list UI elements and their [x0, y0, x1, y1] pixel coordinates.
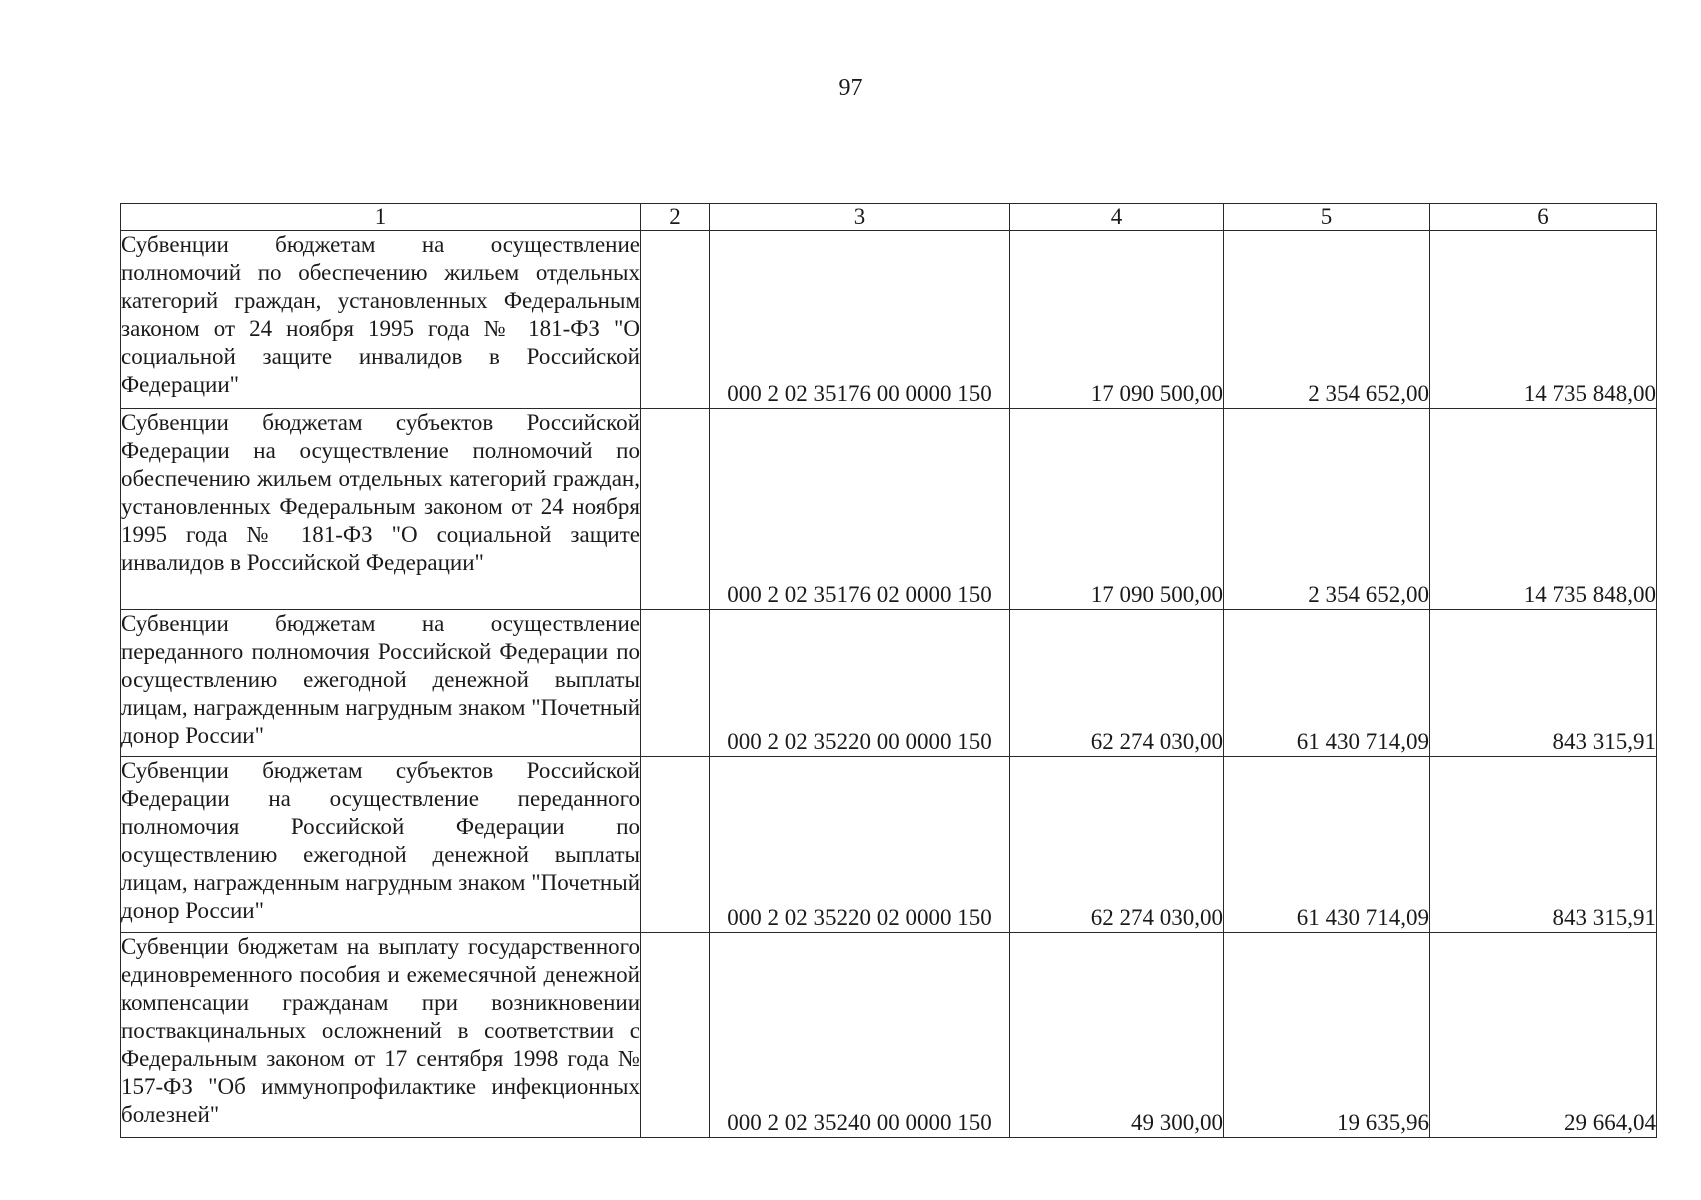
column-header-6: 6 — [1430, 204, 1657, 231]
row-col5-amount: 2 354 652,00 — [1224, 409, 1430, 610]
row-description: Субвенции бюджетам на осуществление переданного полномочия Российской Федерации по осуществлению ежегодной денежной выплаты лицам, награжденным нагрудным знаком "Почетный донор России" — [121, 610, 641, 757]
row-classification-code: 000 2 02 35240 00 0000 150 — [710, 933, 1010, 1138]
row-col4-amount: 49 300,00 — [1010, 933, 1224, 1138]
row-col2 — [641, 933, 710, 1138]
row-classification-code: 000 2 02 35176 00 0000 150 — [710, 231, 1010, 409]
table-row — [121, 933, 1657, 1138]
row-description: Субвенции бюджетам субъектов Российской Федерации на осуществление переданного полномочия Российской Федерации по осуществлению ежегодной денежной выплаты лицам, награжденным нагрудным знаком "Почетный донор России" — [121, 757, 641, 933]
row-col6-amount: 14 735 848,00 — [1430, 409, 1657, 610]
row-col4-amount: 17 090 500,00 — [1010, 409, 1224, 610]
row-col4-amount: 17 090 500,00 — [1010, 231, 1224, 409]
row-classification-code: 000 2 02 35176 02 0000 150 — [710, 409, 1010, 610]
row-description: Субвенции бюджетам субъектов Российской Федерации на осуществление полномочий по обеспечению жильем отдельных категорий граждан, установленных Федеральным законом от 24 ноября 1995 года № 181-ФЗ "О социальной защите инвалидов в Российской Федерации" — [121, 409, 641, 610]
budget-table — [120, 203, 1657, 1138]
table-row — [121, 231, 1657, 409]
row-col2 — [641, 231, 710, 409]
column-header-4: 4 — [1010, 204, 1224, 231]
row-col5-amount: 61 430 714,09 — [1224, 757, 1430, 933]
row-classification-code: 000 2 02 35220 02 0000 150 — [710, 757, 1010, 933]
row-col6-amount: 14 735 848,00 — [1430, 231, 1657, 409]
column-header-3: 3 — [710, 204, 1010, 231]
row-col4-amount: 62 274 030,00 — [1010, 757, 1224, 933]
row-col4-amount: 62 274 030,00 — [1010, 610, 1224, 757]
row-col2 — [641, 409, 710, 610]
table-row — [121, 757, 1657, 933]
table-row — [121, 610, 1657, 757]
row-description: Субвенции бюджетам на осуществление полномочий по обеспечению жильем отдельных категорий граждан, установленных Федеральным законом от 24 ноября 1995 года № 181-ФЗ "О социальной защите инвалидов в Российской Федерации" — [121, 231, 641, 409]
column-header-1: 1 — [121, 204, 641, 231]
row-col5-amount: 19 635,96 — [1224, 933, 1430, 1138]
row-col2 — [641, 610, 710, 757]
row-col2 — [641, 757, 710, 933]
header-row — [121, 204, 1657, 231]
row-col6-amount: 843 315,91 — [1430, 757, 1657, 933]
column-header-5: 5 — [1224, 204, 1430, 231]
row-col6-amount: 29 664,04 — [1430, 933, 1657, 1138]
row-col5-amount: 2 354 652,00 — [1224, 231, 1430, 409]
row-col6-amount: 843 315,91 — [1430, 610, 1657, 757]
column-header-2: 2 — [641, 204, 710, 231]
page-number: 97 — [838, 75, 863, 101]
table-row — [121, 409, 1657, 610]
row-classification-code: 000 2 02 35220 00 0000 150 — [710, 610, 1010, 757]
row-col5-amount: 61 430 714,09 — [1224, 610, 1430, 757]
row-description: Субвенции бюджетам на выплату государственного единовременного пособия и ежемесячной денежной компенсации гражданам при возникновении поствакцинальных осложнений в соответствии с Федеральным законом от 17 сентября 1998 года № 157-ФЗ "Об иммунопрофилактике инфекционных болезней" — [121, 933, 641, 1138]
